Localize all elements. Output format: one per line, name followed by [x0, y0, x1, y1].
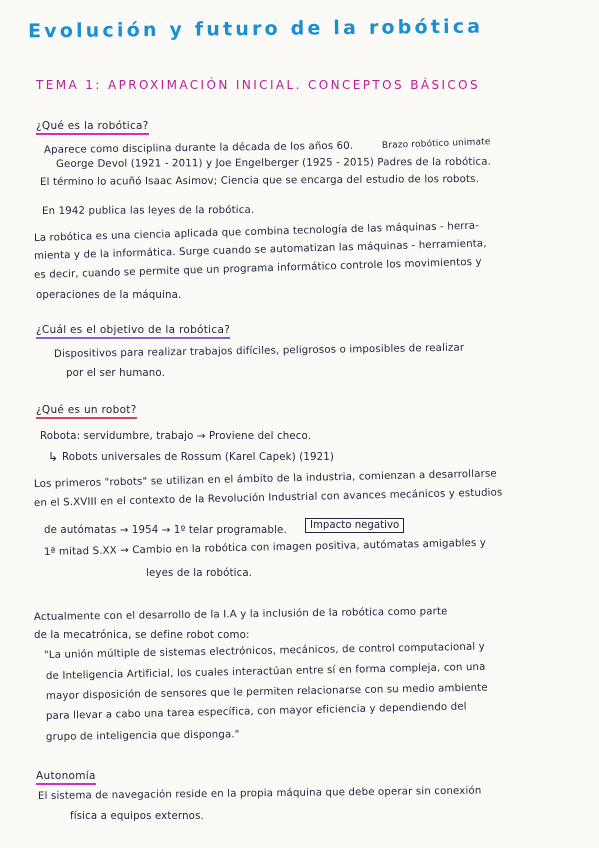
text-line: La robótica es una ciencia aplicada que combina tecnología de las máquinas - herra- [33, 220, 480, 244]
section-heading-autonomy: Autonomía [36, 770, 96, 785]
text-line: Robota: servidumbre, trabajo → Proviene del checo. [40, 431, 312, 442]
section-heading-objective: ¿Cuál es el objetivo de la robótica? [36, 324, 230, 339]
text-line: por el ser humano. [66, 368, 165, 379]
text-line: Los primeros "robots" se utilizan en el ámbito de la industria, comienzan a desarrollarse [33, 468, 497, 490]
text-line: 1ª mitad S.XX → Cambio en la robótica con imagen positiva, autómatas amigables y [43, 537, 487, 558]
text-line: mayor disposición de sensores que le permiten relacionarse con su medio ambiente [45, 682, 488, 702]
text-line: es decir, cuando se permite que un programa informático controle los movimientos y [33, 256, 482, 281]
text-line: mienta y de la informática. Surge cuando se automatizan las máquinas - herramienta, [33, 238, 487, 262]
text-line: "La unión múltiple de sistemas electrónicos, mecánicos, de control computacional y [43, 641, 485, 661]
text-line: para llevar a cabo una tarea específica, con mayor eficiencia y dependiendo del [45, 701, 467, 722]
text-line: El sistema de navegación reside en la propia máquina que debe operar sin conexión [37, 785, 482, 802]
text-line: Robots universales de Rossum (Karel Capek) (1921) [62, 452, 335, 463]
annotation-note: Brazo robótico unimate [381, 137, 491, 151]
arrow-icon: ↳ [48, 450, 59, 464]
text-line: Aparece como disciplina durante la década de los años 60. [43, 140, 354, 156]
text-line: En 1942 publica las leyes de la robótica. [41, 204, 255, 217]
text-line: grupo de inteligencia que disponga." [45, 729, 240, 743]
text-line: física a equipos externos. [70, 811, 204, 822]
text-line: de autómatas → 1954 → 1º telar programable. [44, 525, 287, 536]
text-line: de Inteligencia Artificial, los cuales interactúan entre sí en forma compleja, con una [45, 661, 486, 682]
theme-heading: TEMA 1: APROXIMACIÓN INICIAL. CONCEPTOS BÁSICOS [36, 78, 481, 92]
text-line: de la mecatrónica, se define robot como: [34, 630, 250, 641]
page-title: Evolución y futuro de la robótica [27, 15, 484, 43]
negative-impact-box: Impacto negativo [305, 518, 404, 533]
text-line: Dispositivos para realizar trabajos difíciles, peligrosos o imposibles de realizar [53, 342, 465, 360]
text-line: leyes de la robótica. [146, 568, 253, 579]
section-heading-what-is-robot: ¿Qué es un robot? [36, 404, 137, 419]
section-heading-what-is-robotics: ¿Qué es la robótica? [36, 120, 149, 135]
text-line: El término lo acuñó Isaac Asimov; Ciencia que se encarga del estudio de los robots. [39, 173, 480, 188]
text-line: operaciones de la máquina. [36, 290, 182, 301]
text-line: George Devol (1921 - 2011) y Joe Engelberger (1925 - 2015) Padres de la robótica. [55, 156, 492, 170]
text-line: Actualmente con el desarrollo de la I.A y la inclusión de la robótica como parte [33, 606, 448, 623]
text-line: en el S.XVIII en el contexto de la Revolución Industrial con avances mecánicos y estudios [33, 487, 503, 509]
